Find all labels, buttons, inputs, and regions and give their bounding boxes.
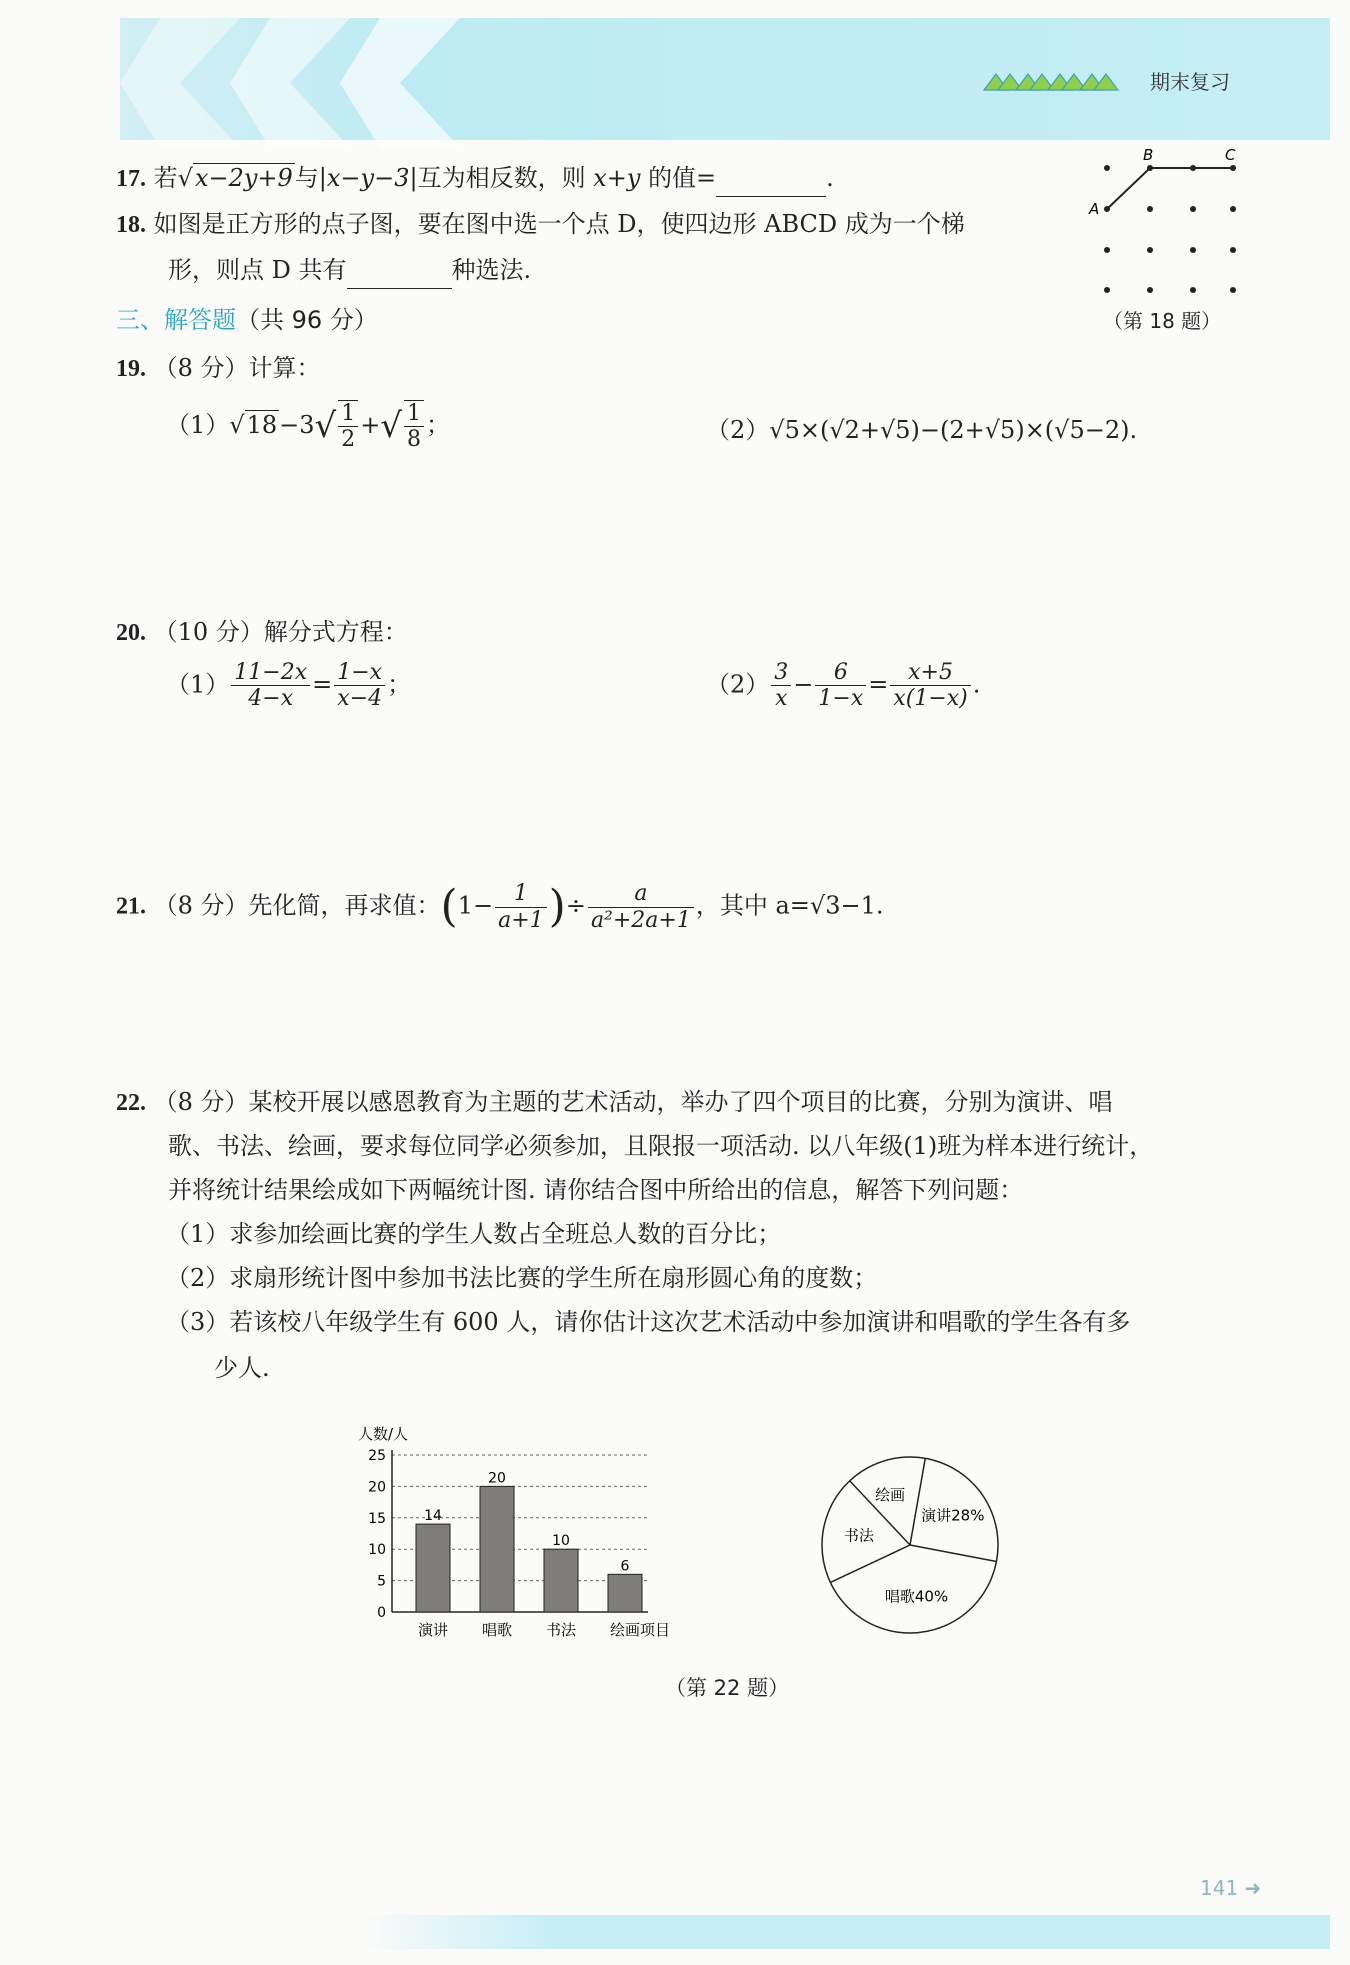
question-18-line2 [168, 252, 531, 289]
y-axis-label: 人数/人 [358, 1425, 409, 1443]
numerator: x+5 [908, 660, 953, 685]
page-number-text: 141 [1200, 1876, 1239, 1900]
denominator: 2 [338, 426, 358, 452]
answer-blank [716, 160, 826, 197]
header-triangle-icon-row [982, 70, 1132, 92]
minus: − [793, 670, 814, 699]
numerator: 11−2x [234, 660, 308, 685]
q22-sub3a: （3）若该校八年级学生有 600 人，请你估计这次艺术活动中参加演讲和唱歌的学生各有多 [166, 1308, 1131, 1336]
q22-sub1: （1）求参加绘画比赛的学生人数占全班总人数的百分比； [166, 1220, 782, 1248]
q20-intro: （10 分）解分式方程： [153, 618, 408, 646]
fraction [890, 660, 970, 712]
denominator: x(1−x) [890, 685, 970, 711]
slice-label: 演讲28% [921, 1506, 985, 1525]
q17-radicand: x−2y+9 [194, 164, 293, 192]
q19-part2-expr: √5×(√2+√5)−(2+√5)×(√5−2). [769, 416, 1138, 444]
y-tick-label: 20 [368, 1479, 386, 1496]
pie-chart [810, 1445, 1010, 1645]
numerator: a [634, 881, 648, 907]
question-number: 19. [116, 356, 146, 382]
section-heading [116, 300, 378, 335]
bars [416, 1470, 642, 1639]
bar-演讲 [416, 1524, 450, 1612]
part-end: . [972, 670, 981, 699]
header-title: 期末复习 [1150, 70, 1230, 94]
q17-abs-expr: x−y−3 [326, 164, 410, 192]
fraction-eighth [404, 400, 424, 453]
numerator: 3 [774, 660, 789, 685]
footer-band [360, 1915, 1330, 1949]
q17-mid: 与| [294, 164, 327, 192]
plus: + [360, 410, 381, 439]
numerator: 1−x [337, 660, 383, 685]
q17-tail: 的值= [648, 164, 717, 192]
part-end: ； [425, 410, 450, 439]
q17-suffix: |互为相反数，则 [409, 164, 586, 192]
y-tick-label: 5 [377, 1573, 386, 1590]
right-paren: ) [548, 881, 566, 932]
q18-line2b: 种选法. [451, 256, 532, 284]
slice-boundary [910, 1458, 925, 1545]
arrow-right-icon: ➜ [1244, 1876, 1262, 1900]
fraction [334, 660, 385, 712]
q22-sub2: （2）求扇形统计图中参加书法比赛的学生所在扇形圆心角的度数； [166, 1264, 878, 1292]
y-tick-label: 0 [377, 1605, 386, 1621]
bar-书法 [544, 1549, 578, 1612]
one-minus: 1− [457, 891, 494, 920]
part-end: ； [387, 670, 412, 699]
slice-label: 唱歌40% [884, 1587, 949, 1606]
q19-intro: （8 分）计算： [153, 354, 321, 382]
bar-value-label: 10 [552, 1533, 570, 1550]
point-label-a: A [1089, 200, 1100, 218]
slice-label: 书法 [843, 1526, 874, 1545]
left-paren: ( [440, 881, 458, 932]
q20-part1 [166, 660, 411, 712]
denominator: a²+2a+1 [588, 907, 694, 933]
denominator: 8 [404, 426, 424, 452]
y-tick-label: 10 [368, 1542, 386, 1559]
y-tick-label: 15 [368, 1510, 386, 1527]
bar-绘画 [608, 1574, 642, 1612]
q17-end: . [826, 164, 834, 192]
numerator: 1 [513, 881, 528, 907]
part-label: （1） [166, 670, 230, 699]
minus-three: −3 [279, 410, 315, 439]
page-number [1200, 1876, 1261, 1900]
question-number: 18. [116, 212, 146, 238]
fraction [771, 660, 791, 712]
question-number: 17. [116, 166, 146, 192]
q17-target: x+y [593, 164, 641, 192]
part-label: （2） [706, 670, 770, 699]
question-21 [116, 874, 883, 940]
figure-22-caption: （第 22 题） [665, 1676, 790, 1700]
figure-18-caption: （第 18 题） [1103, 309, 1222, 333]
denominator: 1−x [815, 685, 866, 711]
q22-sub3b: 少人. [214, 1354, 270, 1382]
question-18 [116, 206, 965, 243]
part-label: （1） [166, 410, 230, 439]
numerator: 6 [833, 660, 848, 685]
point-label-c: C [1225, 148, 1236, 164]
header-chevron-decoration [120, 18, 480, 148]
x-tick-label: 绘画 [609, 1621, 641, 1639]
part-label: （2） [706, 416, 770, 444]
fraction [588, 881, 694, 933]
q19-part1 [166, 400, 450, 453]
fraction [815, 660, 866, 712]
denominator: 4−x [231, 685, 310, 711]
x-tick-label: 书法 [545, 1621, 577, 1639]
slice-boundary [830, 1545, 910, 1582]
q22-line3: 并将统计结果绘成如下两幅统计图. 请你结合图中所给出的信息，解答下列问题： [168, 1176, 1024, 1204]
section-title: 三、解答题 [116, 306, 236, 334]
q17-radical-sign: √ [177, 164, 193, 192]
fraction [231, 660, 310, 712]
divide: ÷ [565, 891, 586, 920]
x-tick-label: 演讲 [417, 1621, 449, 1639]
q21-where: ，其中 a=√3−1. [695, 891, 884, 920]
question-22 [116, 1084, 1113, 1121]
equals: = [312, 670, 333, 699]
bar-chart [340, 1415, 700, 1650]
bar-唱歌 [480, 1486, 514, 1612]
question-19 [116, 350, 321, 387]
y-tick-label: 25 [368, 1448, 386, 1464]
q17-prefix: 若 [153, 164, 178, 192]
numerator: 1 [406, 401, 421, 426]
x-tick-label: 唱歌 [481, 1621, 513, 1639]
slice-label: 绘画 [875, 1485, 906, 1504]
question-number: 22. [116, 1090, 146, 1116]
bar-value-label: 20 [488, 1470, 506, 1487]
q18-line1: 如图是正方形的点子图，要在图中选一个点 D，使四边形 ABCD 成为一个梯 [153, 210, 965, 238]
slice-boundary [910, 1545, 996, 1561]
fraction [495, 881, 547, 933]
q18-line2a: 形，则点 D 共有 [168, 256, 347, 284]
radical-sign: √ [229, 410, 245, 439]
q19-part2 [706, 412, 1137, 448]
radical-sign: √ [380, 405, 402, 446]
dot-grid-figure [1085, 148, 1250, 298]
radical-sign: √ [314, 405, 337, 446]
section-score: （共 96 分） [236, 306, 378, 334]
point-label-b: B [1143, 148, 1154, 164]
y-ticks [368, 1448, 386, 1621]
equals: = [868, 670, 889, 699]
answer-blank [347, 252, 452, 289]
denominator: a+1 [495, 907, 547, 933]
denominator: x−4 [334, 685, 385, 711]
q22-line2: 歌、书法、绘画，要求每位同学必须参加，且限报一项活动. 以八年级(1)班为样本进行统计， [168, 1132, 1154, 1160]
question-17 [116, 160, 834, 197]
x-axis-label: 项目 [640, 1621, 671, 1639]
q20-part2 [706, 660, 980, 712]
numerator: 1 [341, 401, 356, 426]
denominator: x [771, 685, 791, 711]
radicand-18: 18 [246, 410, 278, 439]
question-number: 21. [116, 893, 146, 920]
fraction-half [338, 400, 358, 453]
question-20 [116, 614, 408, 651]
bar-value-label: 14 [424, 1508, 442, 1525]
q21-intro: （8 分）先化简，再求值： [153, 891, 441, 920]
q22-line1: （8 分）某校开展以感恩教育为主题的艺术活动，举办了四个项目的比赛，分别为演讲、唱 [153, 1088, 1113, 1116]
question-number: 20. [116, 620, 146, 646]
bar-value-label: 6 [620, 1558, 630, 1575]
